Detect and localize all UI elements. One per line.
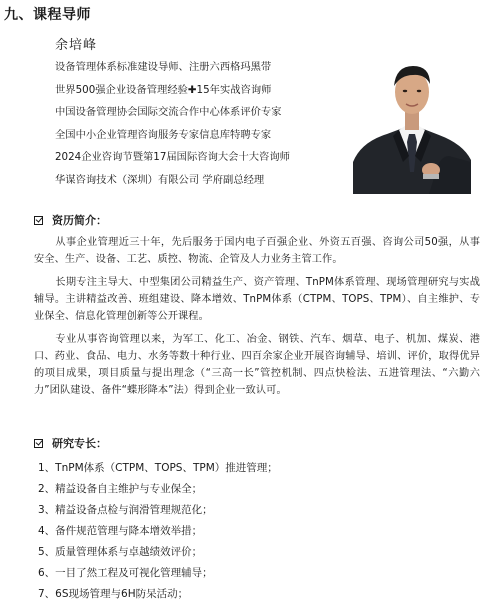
- list-item: 3、精益设备点检与润滑管理规范化；: [38, 504, 213, 516]
- section-title: 九、课程导师: [4, 7, 91, 23]
- list-item: 6、一目了然工程及可视化管理辅导；: [38, 567, 213, 579]
- checkbox-icon: [34, 439, 43, 448]
- credential-line: 中国设备管理协会国际交流合作中心体系评价专家: [55, 106, 282, 118]
- checkbox-icon: [34, 216, 43, 225]
- list-item: 7、6S现场管理与6H防呆活动；: [38, 588, 189, 600]
- expertise-list: [38, 458, 278, 605]
- credential-line: 华谋咨询技术（深圳）有限公司 学府副总经理: [55, 173, 265, 186]
- list-item: 4、备件规范管理与降本增效举措；: [38, 525, 203, 537]
- instructor-name: 余培峰: [55, 38, 98, 53]
- list-item: 2、精益设备自主维护与专业保全；: [38, 483, 203, 495]
- resume-paragraph: 专业从事咨询管理以来，为军工、化工、冶金、钢铁、汽车、烟草、电子、机加、煤炭、港口、药业、食品、电力、水务等数十种行业、四百余家企业开展咨询辅导、培训、评价，取得优异的项目成果，项目质量与提出理念（“三高一长”管控机制、四点快检法、五进管理法、“六勤六力”团队建设、备件“蝶形降本”法）得到企业一致认可。: [34, 334, 480, 396]
- list-item: 5、质量管理体系与卓越绩效评价；: [38, 546, 203, 558]
- instructor-photo: [353, 44, 471, 194]
- credential-line: 世界500强企业设备管理经验✚15年实战咨询师: [55, 83, 272, 96]
- list-item: 1、TnPM体系（CTPM、TOPS、TPM）推进管理；: [38, 462, 278, 474]
- credential-line: 2024企业咨询节暨第17届国际咨询大会十大咨询师: [55, 151, 290, 163]
- resume-paragraph: 从事企业管理近三十年，先后服务于国内电子百强企业、外资五百强、咨询公司50强，从事安全、生产、设备、工艺、质控、物流、企管及人力业务主管工作。: [34, 237, 480, 265]
- resume-heading-text: 资历简介：: [52, 214, 107, 227]
- credential-line: 全国中小企业管理咨询服务专家信息库特聘专家: [55, 128, 272, 141]
- expertise-heading: [34, 435, 107, 451]
- credential-line: 设备管理体系标准建设导师、注册六西格玛黑带: [55, 61, 272, 73]
- resume-heading: [34, 212, 107, 228]
- resume-paragraph: 长期专注主导大、中型集团公司精益生产、资产管理、TnPM体系管理、现场管理研究与实战辅导。主讲精益改善、班组建设、降本增效、TnPM体系（CTPM、TOPS、TPM）、自主维护、专业保全、信息化管理创新等公开课程。: [34, 277, 480, 322]
- credentials-list: [55, 56, 345, 191]
- expertise-heading-text: 研究专长：: [52, 437, 107, 450]
